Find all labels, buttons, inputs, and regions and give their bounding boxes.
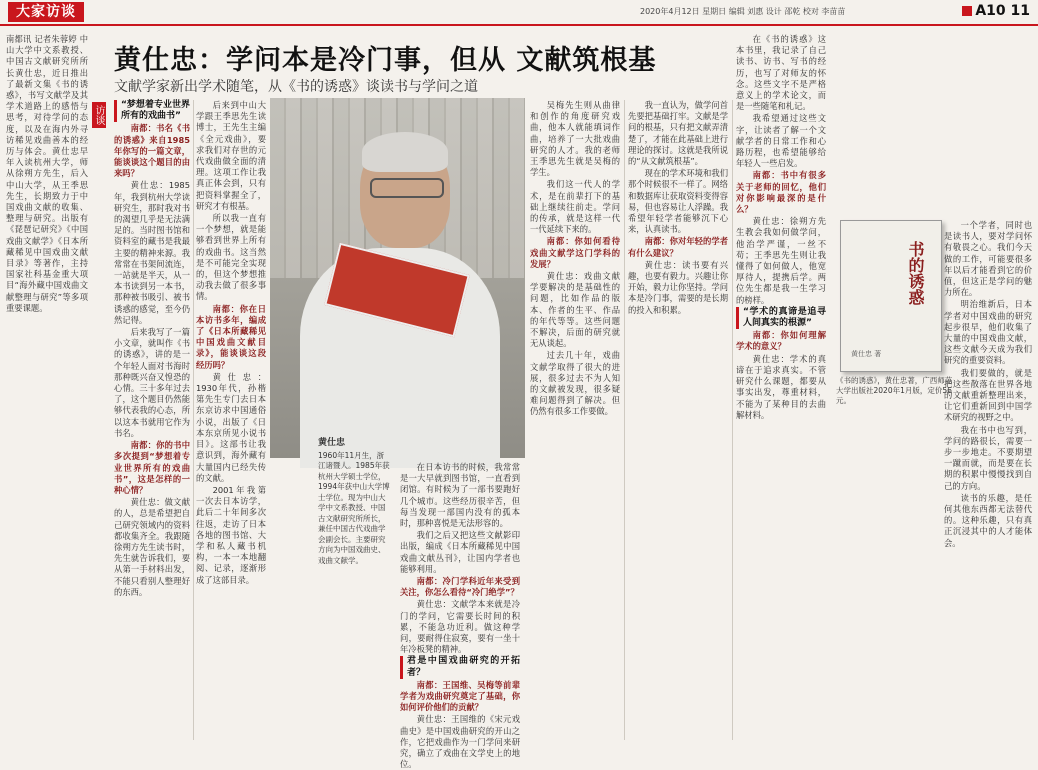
page-marker-icon (962, 6, 972, 16)
paragraph: 我们这一代人的学术，是在前辈打下的基础上继续往前走。学问的传承，就是这样一代一代延续下来的。 (530, 179, 620, 235)
paragraph: 黄仕忠：文献学本来就是冷门的学问，它需要长时间的积累，不能急功近利。做这种学问，要耐得住寂寞，要有一坐十年冷板凳的精神。 (400, 599, 520, 655)
section-heading: “学术的真谛是追寻人间真实的根源” (736, 307, 826, 329)
interview-question: 南都：你如何理解学术的意义？ (736, 330, 826, 352)
article-column-5 (530, 100, 620, 740)
subheadline: 文献学家新出学术随笔，从《书的诱惑》谈读书与学问之道 (114, 79, 478, 95)
article-column-10 (832, 410, 940, 740)
page-header (0, 0, 1038, 26)
caption-bio: 1960年11月生，浙江诸暨人。1985年获杭州大学硕士学位，1994年获中山大学博士学位。现为中山大学中文系教授、中国古文献研究所所长，兼任中国古代戏曲学会副会长。主要研究方向为中国戏曲史、戏曲文献学。 (318, 450, 390, 565)
paragraph: 我们要做的，就是把这些散落在世界各地的文献重新整理出来，让它们重新回到中国学术研究的视野之中。 (944, 367, 1032, 423)
book-caption: 《书的诱惑》，黄仕忠著，广西师范大学出版社2020年1月版，定价56元。 (836, 376, 953, 405)
article-column-1 (114, 100, 190, 740)
portrait-photo (270, 98, 525, 458)
article-column-7 (736, 34, 826, 740)
glasses-icon (370, 178, 444, 198)
book-cover-title: 书的诱惑 (906, 241, 925, 305)
paragraph: 我在书中也写到，学问的路很长，需要一步一步地走。不要期望一蹴而就，而是要在长期的积累中慢慢找到自己的方向。 (944, 424, 1032, 491)
section-brand: 大家访谈 (8, 2, 84, 22)
paragraph: 明治维新后，日本学者对中国戏曲的研究起步很早，他们收集了大量的中国戏曲文献，这些文献今天成为我们研究的重要资料。 (944, 299, 1032, 366)
paragraph: 黄仕忠：1985年，我到杭州大学读研究生，那时我对书的渴望几乎是无法满足的。当时图书馆和资料室的藏书是我最主要的精神来源。我常常在书架间流连，一站就是半天，从一本书读到另一本书，那种被书吸引、被书诱惑的感觉，至今仍然记得。 (114, 180, 190, 325)
interview-question: 南都：你在日本访书多年，编成了《日本所藏稀见中国戏曲文献目录》，能谈谈这段经历吗？ (196, 303, 266, 370)
paragraph: 黄仕忠：学术的真谛在于追求真实。不管研究什么课题，都要从事实出发，尊重材料，不能为了某种目的去曲解材料。 (736, 353, 826, 420)
paragraph: 一个学者，同时也是读书人，要对学问怀有敬畏之心。我们今天做的工作，可能要很多年以后才能看到它的价值，但这正是学问的魅力所在。 (944, 220, 1032, 298)
book-cover (840, 220, 942, 372)
book-cover-author: 黄仕忠 著 (851, 350, 882, 358)
paragraph: 黄仕忠：徐朔方先生教会我如何做学问，他治学严谨，一丝不苟；王季思先生则让我懂得了如何做人，他宽厚待人，提携后学。两位先生都是我一生学习的榜样。 (736, 216, 826, 305)
intro-column: 南都讯 记者朱蓉婷 中山大学中文系教授、中国古文献研究所所长黄仕忠，近日推出了最新文集《书的诱惑》，书写文献学及其学术道路上的感悟与思考，对待学问的态度，以及在海内外寻访稀见戏曲善本的经历与体会。黄仕忠早年入读杭州大学，师从徐朔方先生，后入中山大学，从王季思先生，长期致力于中国戏曲文献的收集、整理与研究。出版有《琵琶记研究》《中国戏曲文献学》《日本所藏稀见中国戏曲文献目录》等著作，主持国家社科基金重大项目“海外藏中国戏曲文献整理与研究”等多项重要课题。 (6, 34, 88, 313)
paragraph: 过去几十年，戏曲文献学取得了很大的进展，很多过去不为人知的文献被发现，很多疑难问题得到了解决。但仍然有很多工作要做。 (530, 350, 620, 417)
paragraph: 2001年我第一次去日本访学，此后二十年间多次往返，走访了日本各地的图书馆、大学和私人藏书机构，一本一本地翻阅、记录，逐渐形成了这部目录。 (196, 484, 266, 585)
headline: 黄仕忠：学问本是冷门事，但从 文献筑根基 (114, 45, 657, 76)
interview-question: 南都：王国维、吴梅等前辈学者为戏曲研究奠定了基础，你如何评价他们的贡献？ (400, 679, 520, 713)
paragraph: 在《书的诱惑》这本书里，我记录了自己读书、访书、写书的经历，也写了对师友的怀念。这些文字不是严格意义上的学术论文，而是一些随笔和札记。 (736, 34, 826, 112)
portrait-caption (318, 438, 390, 566)
paragraph: 读书的乐趣，是任何其他东西都无法替代的。这种乐趣，只有真正沉浸其中的人才能体会。 (944, 492, 1032, 548)
caption-name: 黄仕忠 (318, 438, 346, 448)
paragraph: 现在的学术环境和我们那个时候很不一样了。网络和数据库让获取资料变得容易，但也容易让人浮躁。我希望年轻学者能够沉下心来，认真读书。 (628, 168, 728, 235)
interview-question: 南都：你对年轻的学者有什么建议？ (628, 236, 728, 258)
paragraph: 我们之后又把这些文献影印出版，编成《日本所藏稀见中国戏曲文献丛刊》，让国内学者也能够利用。 (400, 530, 520, 574)
article-column-9 (944, 220, 1032, 740)
paragraph: 黄仕忠：做文献的人，总是希望把自己研究领域内的资料都收集齐全。我跟随徐朔方先生读书时，先生就告诉我们，要从第一手材料出发，不能只看别人整理好的东西。 (114, 497, 190, 597)
interview-question: 南都：书名《书的诱惑》来自1985年你写的一篇文章，能谈谈这个题目的由来吗？ (114, 123, 190, 179)
paragraph: 我希望通过这些文字，让读者了解一个文献学者的日常工作和心路历程，也希望能够给年轻人一些启发。 (736, 113, 826, 169)
section-heading: “梦想着专业世界所有的戏曲书” (114, 100, 190, 122)
section-heading: 君是中国戏曲研究的开拓者？ (400, 656, 520, 678)
article-column-8 (832, 34, 1032, 214)
article-column-6 (628, 100, 728, 740)
paragraph: 后来到中山大学跟王季思先生读博士，王先生主编《全元戏曲》，要求我们对存世的元代戏曲做全面的清理。这项工作让我真正体会到，只有把资料掌握全了，研究才有根基。 (196, 100, 266, 211)
paragraph: 黄仕忠：1930年代，孙楷第先生专门去日本东京访求中国通俗小说，出版了《日本东京所见小说书目》。这部书让我意识到，海外藏有大量国内已经失传的文献。 (196, 371, 266, 483)
person-hair (362, 132, 448, 172)
article-column-4 (400, 462, 520, 770)
interview-tag: 访谈 (92, 102, 106, 128)
paragraph: 所以我一直有一个梦想，就是能够看到世界上所有的戏曲书。这当然是不可能完全实现的，但这个梦想推动我去做了很多事情。 (196, 213, 266, 302)
article-column-2 (196, 100, 266, 740)
interview-question: 南都：书中有很多关于老师的回忆，他们对你影响最深的是什么？ (736, 170, 826, 215)
paragraph: 吴梅先生则从曲律和创作的角度研究戏曲，他本人就能填词作曲，培养了一大批戏曲研究的人才。我的老师王季思先生就是吴梅的学生。 (530, 100, 620, 178)
interview-question: 南都：你如何看待戏曲文献学这门学科的发展？ (530, 236, 620, 269)
issue-meta: 2020年4月12日 星期日 编辑 刘惠 设计 邵乾 校对 李苗苗 (640, 7, 846, 16)
paragraph: 后来我写了一篇小文章，就叫作《书的诱惑》，讲的是一个年轻人面对书海时那种既兴奋又惶恐的心情。三十多年过去了，这个题目仍然能够代表我的心态，所以这本书就用它作为书名。 (114, 327, 190, 438)
paragraph: 我一直认为，做学问首先要把基础打牢。文献是学问的根基，只有把文献弄清楚了，才能在此基础上进行理论的探讨。这就是我所说的“从文献筑根基”。 (628, 100, 728, 167)
interview-question: 南都：冷门学科近年来受到关注，你怎么看待“冷门绝学”？ (400, 576, 520, 598)
interview-question: 南都：你的书中多次提到“梦想着专业世界所有的戏曲书”，这是怎样的一种心情？ (114, 440, 190, 495)
paragraph: 在日本访书的时候，我常常是一大早就到图书馆，一直看到闭馆。有时候为了一部书要跑好几个城市。这些经历很辛苦，但每当发现一部国内没有的孤本时，那种喜悦是无法形容的。 (400, 462, 520, 529)
paragraph: 黄仕忠：戏曲文献学要解决的是基础性的问题，比如作品的版本、作者的生平、作品的年代等等。这些问题不解决，后面的研究就无从谈起。 (530, 271, 620, 349)
paragraph: 黄仕忠：读书要有兴趣，也要有毅力。兴趣让你开始，毅力让你坚持。学问本是冷门事，需要的是长期的投入和积累。 (628, 259, 728, 315)
paragraph: 黄仕忠：王国维的《宋元戏曲史》是中国戏曲研究的开山之作，它把戏曲作为一门学问来研究，确立了戏曲在文学史上的地位。 (400, 714, 520, 770)
page-number: A10 11 (962, 3, 1030, 19)
